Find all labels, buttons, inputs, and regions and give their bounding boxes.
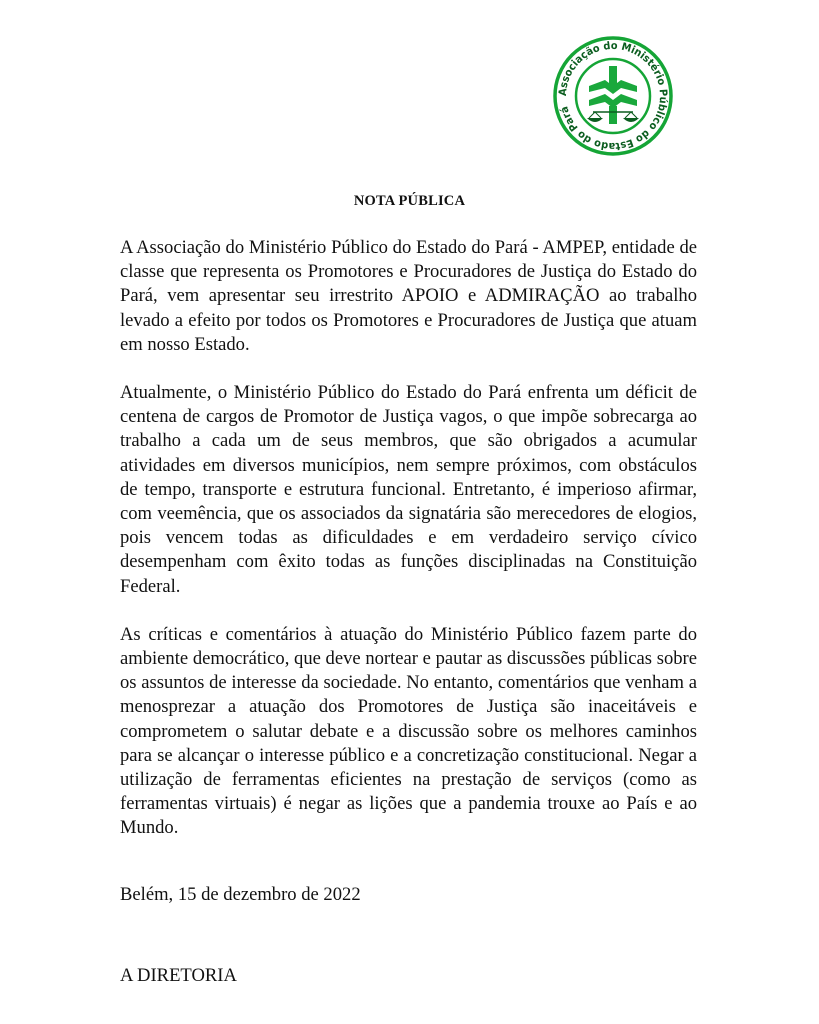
document-body [120,236,697,841]
paragraph-3: As críticas e comentários à atuação do Ministério Público fazem parte do ambiente democrático, que deve nortear e pautar as discussões públicas sobre os assuntos de interesse da sociedade. No entanto, comentários que venham a menosprezar a atuação dos Promotores de Justiça são inaceitáveis e comprometem o salutar debate e a discussão sobre os melhores caminhos para se alcançar o interesse público e a concretização constitucional. Negar a utilização de ferramentas eficientes na prestação de serviços (como as ferramentas virtuais) é negar as lições que a pandemia trouxe ao País e ao Mundo. [120,623,697,839]
ampep-seal [553,36,673,156]
paragraph-1: A Associação do Ministério Público do Estado do Pará - AMPEP, entidade de classe que representa os Promotores e Procuradores de Justiça do Estado do Pará, vem apresentar seu irrestrito APOIO e ADMIRAÇÃO ao trabalho levado a efeito por todos os Promotores e Procuradores de Justiça que atuam em nosso Estado. [120,237,697,355]
ampep-logo [553,36,673,156]
document-signature: A DIRETORIA [120,965,237,986]
seal-ring-text: Associação do Ministério Público do Estado do Pará [556,39,670,153]
paragraph-2: Atualmente, o Ministério Público do Estado do Pará enfrenta um déficit de centena de cargos de Promotor de Justiça vagos, o que impõe sobrecarga ao trabalho a cada um de seus membros, que são obrigados a acumular atividades em diversos municípios, nem sempre próximos, com obstáculos de tempo, transporte e estrutura funcional. Entretanto, é imperioso afirmar, com veemência, que os associados da signatária são merecedores de elogios, pois vencem todas as dificuldades e em verdadeiro serviço cívico desempenham com êxito todas as funções disciplinadas na Constituição Federal. [120,382,697,597]
document-date: Belém, 15 de dezembro de 2022 [120,884,361,905]
document-title: NOTA PÚBLICA [353,193,466,209]
